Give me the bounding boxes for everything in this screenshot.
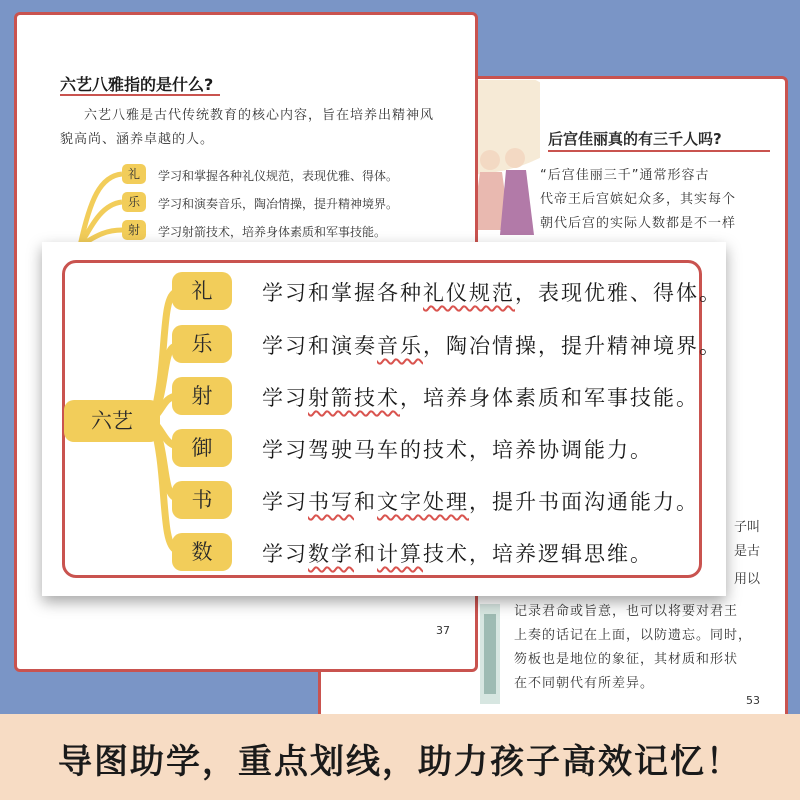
mindmap-node: 数 <box>172 533 232 571</box>
mindmap-row-text: 学习射箭技术，培养身体素质和军事技能。 <box>262 386 699 410</box>
mini-node: 乐 <box>122 192 146 212</box>
mini-row-text: 学习射箭技术，培养身体素质和军事技能。 <box>158 225 387 239</box>
right-page-line: 上奏的话记在上面，以防遗忘。同时， <box>514 628 753 643</box>
mindmap-node: 礼 <box>172 272 232 310</box>
mindmap-node: 御 <box>172 429 232 467</box>
mindmap-node: 书 <box>172 481 232 519</box>
title-underline <box>60 94 220 96</box>
right-page-line: 笏板也是地位的象征，其材质和形状 <box>514 652 739 667</box>
right-page-fragment: 子叫 <box>734 520 761 535</box>
page-number-right: 53 <box>746 694 760 707</box>
mindmap-row-text: 学习驾驶马车的技术，培养协调能力。 <box>262 438 653 462</box>
mindmap-row-text: 学习书写和文字处理，提升书面沟通能力。 <box>262 490 699 514</box>
mini-row-text: 学习和掌握各种礼仪规范，表现优雅、得体。 <box>158 169 399 183</box>
banner-slogan: 导图助学，重点划线，助力孩子高效记忆！ <box>58 742 742 782</box>
right-page-line: 朝代后宫的实际人数都是不一样 <box>540 216 737 231</box>
page-number-left: 37 <box>436 624 450 637</box>
mindmap-row-text: 学习数学和计算技术，培养逻辑思维。 <box>262 542 653 566</box>
right-page-fragment: 用以 <box>734 572 761 587</box>
mini-row-text: 学习和演奏音乐，陶冶情操，提升精神境界。 <box>158 197 399 211</box>
mindmap-row-text: 学习和演奏音乐，陶冶情操，提升精神境界。 <box>262 334 722 358</box>
right-page-line: 在不同朝代有所差异。 <box>514 676 655 691</box>
mini-node: 礼 <box>122 164 146 184</box>
mindmap-root-node: 六艺 <box>64 400 160 442</box>
mini-node: 射 <box>122 220 146 240</box>
figure-fragment-illustration <box>476 604 504 704</box>
title-underline <box>548 150 770 152</box>
mindmap-node: 射 <box>172 377 232 415</box>
right-page-line: “后宫佳丽三千”通常形容古 <box>540 168 710 183</box>
right-page-title: 后宫佳丽真的有三千人吗? <box>548 130 722 148</box>
intro-line: 貌高尚、涵养卓越的人。 <box>60 132 215 147</box>
right-page-fragment: 是古 <box>734 544 761 559</box>
right-page-line: 记录君命或旨意，也可以将要对君王 <box>514 604 739 619</box>
mindmap-row-text: 学习和掌握各种礼仪规范，表现优雅、得体。 <box>262 281 722 305</box>
right-page-line: 代帝王后宫嫔妃众多，其实每个 <box>540 192 737 207</box>
intro-line: 六艺八雅是古代传统教育的核心内容，旨在培养出精神风 <box>84 108 435 123</box>
mindmap-node: 乐 <box>172 325 232 363</box>
mini-mindmap-branches <box>60 160 130 250</box>
left-page-title: 六艺八雅指的是什么? <box>60 75 214 94</box>
